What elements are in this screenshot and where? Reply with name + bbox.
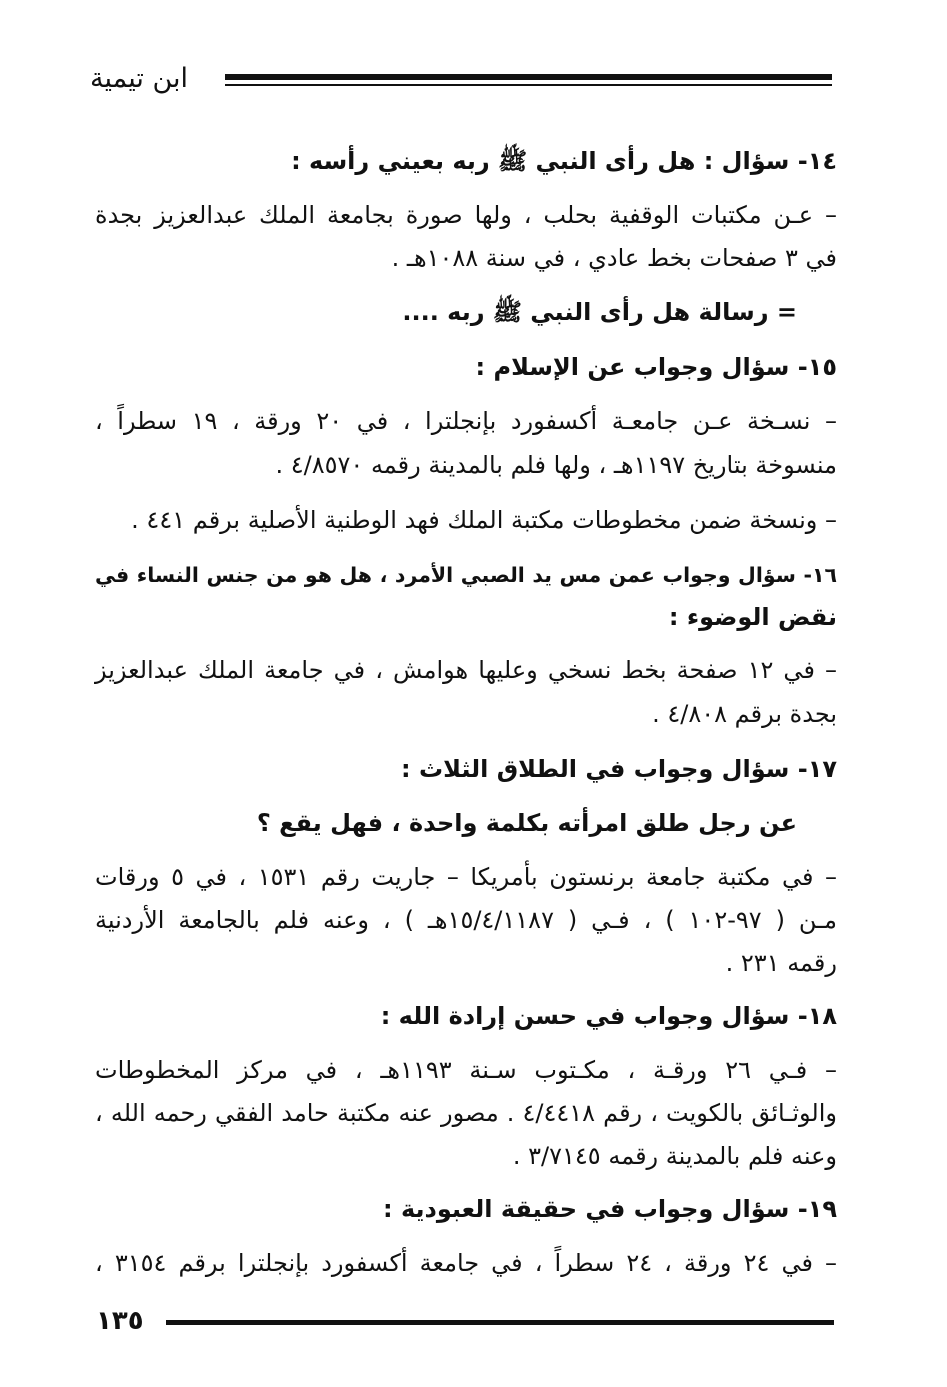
entry-16-heading-1: ١٦- سؤال وجواب عمن مس يد الصبي الأمرد ، هل هو من جنس النساء في: [95, 563, 837, 587]
entry-15-line-3: – ونسخة ضمن مخطوطات مكتبة الملك فهد الوطنية الأصلية برقم ٤٤١ .: [131, 506, 837, 534]
entry-17-line-1: – في مكتبة جامعة برنستون بأمريكا – جاريت رقم ١٥٣١ ، في ٥ ورقات: [95, 863, 837, 891]
header-rule-thick: [225, 74, 832, 80]
entry-15-heading: ١٥- سؤال وجواب عن الإسلام :: [475, 353, 837, 381]
entry-16-heading-2: نقض الوضوء :: [668, 603, 837, 631]
entry-18-line-1: – فـي ٢٦ ورقـة ، مكـتوب سـنة ١١٩٣هـ ، في مركز المخطوطات: [95, 1056, 837, 1084]
entry-14-heading: ١٤- سؤال : هل رأى النبي ﷺ ربه بعيني رأسه :: [291, 147, 837, 175]
entry-18-heading: ١٨- سؤال وجواب في حسن إرادة الله :: [380, 1002, 837, 1030]
entry-17-line-3: رقمه ٢٣١ .: [725, 949, 837, 977]
footer-rule: [166, 1320, 834, 1325]
entry-19-line-1: – في ٢٤ ورقة ، ٢٤ سطراً ، في جامعة أكسفورد بإنجلترا برقم ٣١٥٤ ،: [95, 1249, 838, 1277]
entry-17-question: عن رجل طلق امرأته بكلمة واحدة ، فهل يقع ؟: [256, 809, 797, 837]
entry-14-line-1: – عـن مكتبات الوقفية بحلب ، ولها صورة بجامعة الملك عبدالعزيز بجدة: [95, 201, 837, 229]
page-number: ١٣٥: [96, 1306, 144, 1336]
entry-16-line-1: – في ١٢ صفحة بخط نسخي وعليها هوامش ، في جامعة الملك عبدالعزيز: [95, 656, 838, 684]
entry-14-alt-title: = رسالة هل رأى النبي ﷺ ربه ....: [402, 298, 797, 326]
entry-19-heading: ١٩- سؤال وجواب في حقيقة العبودية :: [383, 1195, 837, 1223]
header-rule-thin: [225, 84, 832, 86]
entry-14-line-2: في ٣ صفحات بخط عادي ، في سنة ١٠٨٨هـ .: [391, 244, 837, 272]
entry-15-line-2: منسوخة بتاريخ ١١٩٧هـ ، ولها فلم بالمدينة رقمه ٤/٨٥٧٠ .: [275, 451, 837, 479]
entry-17-line-2: مـن ( ٩٧-١٠٢ ) ، فـي ( ١٥/٤/١١٨٧هـ ) ، وعنه فلم بالجامعة الأردنية: [95, 906, 838, 934]
running-header-title: ابن تيمية: [90, 63, 189, 94]
entry-17-heading: ١٧- سؤال وجواب في الطلاق الثلاث :: [401, 755, 837, 783]
entry-18-line-3: وعنه فلم بالمدينة رقمه ٣/٧١٤٥ .: [512, 1142, 837, 1170]
entry-16-line-2: بجدة برقم ٤/٨٠٨ .: [652, 700, 837, 728]
entry-18-line-2: والوثـائق بالكويت ، رقم ٤/٤٤١٨ . مصور عنه مكتبة حامد الفقي رحمه الله ،: [95, 1099, 838, 1127]
entry-15-line-1: – نسـخة عـن جامعـة أكسفورد بإنجلترا ، في ٢٠ ورقة ، ١٩ سطراً ،: [95, 407, 838, 435]
